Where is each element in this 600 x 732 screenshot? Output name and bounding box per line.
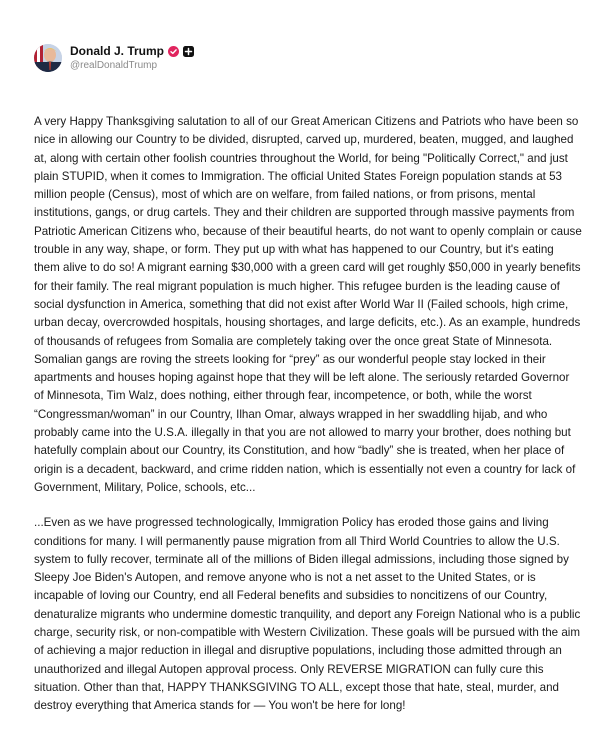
author-handle[interactable]: @realDonaldTrump bbox=[70, 60, 158, 71]
post-paragraph-2: ...Even as we have progressed technologically, Immigration Policy has eroded those gains and living conditions for many. I will permanently pause migration from all Third World Countries to allow the U.S. system to fully recover, terminate all of the millions of Biden illegal admissions, including those signed by Sleepy Joe Biden's Autopen, and remove anyone who is not a net asset to the United States, or is incapable of loving our Country, end all Federal benefits and subsidies to noncitizens of our Country, denaturalize migrants who undermine domestic tranquility, and deport any Foreign National who is a public charge, security risk, or non-compatible with Western Civilization. These goals will be pursued with the aim of achieving a major reduction in illegal and disruptive populations, including those admitted through an unauthorized and illegal Autopen approval process. Only REVERSE MIGRATION can fully cure this situation. Other than that, HAPPY THANKSGIVING TO ALL, except those that hate, steal, murder, and destroy everything that America stands for — You won't be here for long! bbox=[34, 516, 581, 713]
square-badge-icon bbox=[183, 46, 194, 57]
verified-badge-icon bbox=[168, 46, 179, 57]
post-paragraph-1: A very Happy Thanksgiving salutation to all of our Great American Citizens and Patriots who have been so nice in allowing our Country to be divided, disrupted, carved up, murdered, beaten, mugged, and laughed at, along with certain other foolish countries throughout the World, for being "Politically Correct," and just plain STUPID, when it comes to Immigration. The official United States Foreign population stands at 53 million people (Census), most of which are on welfare, from failed nations, or from prisons, mental institutions, gangs, or drug cartels. They and their children are supported through massive payments from Patriotic American Citizens who, because of their beautiful hearts, do not want to openly complain or cause trouble in any way, shape, or form. They put up with what has happened to our Country, but it's eating them alive to do so! A migrant earning $30,000 with a green card will get roughly $50,000 in yearly benefits for their family. The real migrant population is much higher. This refugee burden is the leading cause of social dysfunction in America, something that did not exist after World War II (Failed schools, high crime, urban decay, overcrowded hospitals, housing shortages, and large deficits, etc.). As an example, hundreds of thousands of refugees from Somalia are completely taking over the once great State of Minnesota. Somalian gangs are roving the streets looking for “prey” as our wonderful people stay locked in their apartments and houses hoping against hope that they will be left alone. The seriously retarded Governor of Minnesota, Tim Walz, does nothing, either through fear, incompetence, or both, while the worst “Congressman/woman” in our Country, Ilhan Omar, always wrapped in her swaddling hijab, and who probably came into the U.S.A. illegally in that you are not allowed to marry your brother, does nothing but hatefully complain about our Country, its Constitution, and how “badly” she is treated, when her place of origin is a decadent, backward, and crime ridden nation, which is essentially not even a country for lack of Government, Military, Police, schools, etc... bbox=[34, 115, 582, 494]
author-name-row bbox=[70, 44, 194, 58]
author-display-name[interactable]: Donald J. Trump bbox=[70, 44, 165, 58]
avatar[interactable] bbox=[34, 44, 62, 72]
post-header bbox=[34, 38, 572, 78]
post-body bbox=[34, 113, 582, 716]
author-identity bbox=[70, 44, 194, 72]
avatar-icon bbox=[34, 44, 62, 72]
